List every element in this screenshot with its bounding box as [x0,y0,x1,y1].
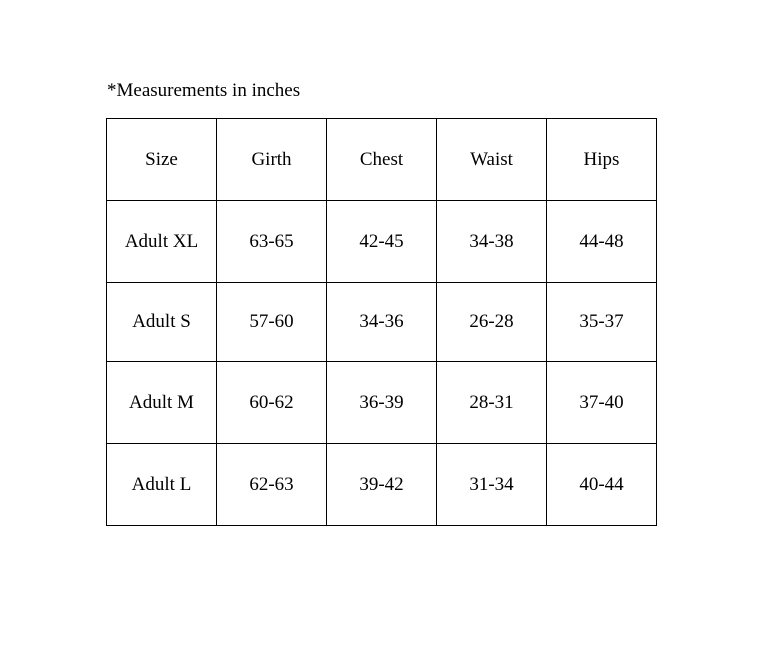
cell-waist: 34-38 [437,201,547,283]
cell-chest: 36-39 [327,362,437,444]
table-row [107,444,657,526]
size-chart-table [106,118,657,526]
header-chest: Chest [327,119,437,201]
cell-hips: 40-44 [547,444,657,526]
cell-girth: 57-60 [217,283,327,362]
cell-waist: 31-34 [437,444,547,526]
table-row [107,362,657,444]
cell-size: Adult L [107,444,217,526]
cell-chest: 34-36 [327,283,437,362]
measurement-note: *Measurements in inches [107,80,301,101]
cell-waist: 26-28 [437,283,547,362]
cell-size: Adult XL [107,201,217,283]
cell-waist: 28-31 [437,362,547,444]
cell-hips: 44-48 [547,201,657,283]
header-size: Size [107,119,217,201]
cell-size: Adult S [107,283,217,362]
cell-chest: 42-45 [327,201,437,283]
cell-chest: 39-42 [327,444,437,526]
table-row [107,283,657,362]
cell-girth: 63-65 [217,201,327,283]
cell-girth: 60-62 [217,362,327,444]
table-row [107,201,657,283]
table-header-row [107,119,657,201]
cell-hips: 35-37 [547,283,657,362]
header-hips: Hips [547,119,657,201]
cell-size: Adult M [107,362,217,444]
header-waist: Waist [437,119,547,201]
cell-hips: 37-40 [547,362,657,444]
header-girth: Girth [217,119,327,201]
cell-girth: 62-63 [217,444,327,526]
